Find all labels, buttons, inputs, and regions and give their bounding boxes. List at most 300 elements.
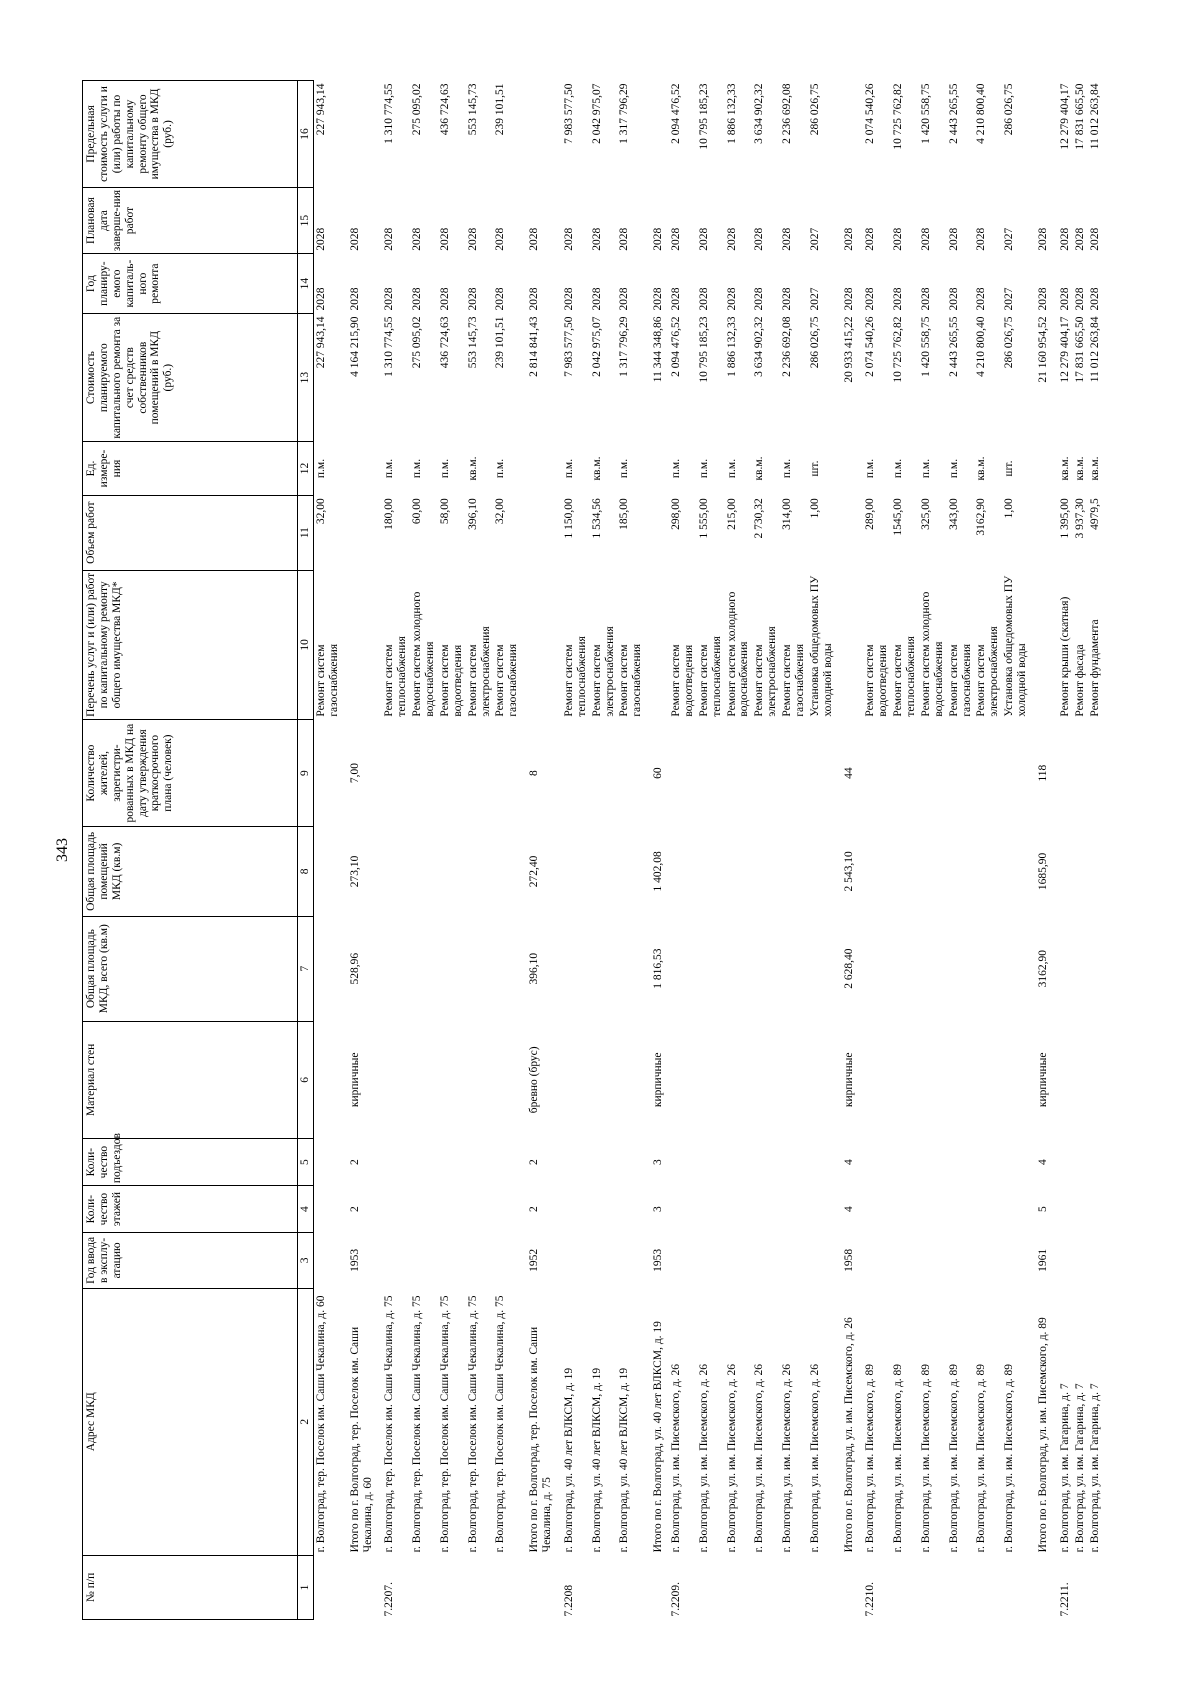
plan-year-cell: 2028	[383, 287, 396, 311]
residents-cell: 8	[528, 770, 541, 776]
year-built-cell	[780, 1233, 808, 1289]
cost-cell: 239 101,51	[494, 316, 507, 369]
plan-year-cell: 2028	[753, 287, 766, 311]
table-row	[1088, 81, 1103, 1620]
residents-cell	[891, 720, 919, 827]
table-row	[669, 81, 697, 1620]
premises-area-cell	[752, 827, 780, 917]
total-area-cell	[974, 916, 1002, 1021]
year-built-cell	[808, 1233, 836, 1289]
row-number	[947, 1555, 975, 1619]
wall-material-cell	[859, 1021, 891, 1139]
year-built-cell	[1002, 1233, 1030, 1289]
column-number: 5	[298, 1139, 314, 1186]
plan-year-cell: 2028	[618, 287, 631, 311]
wall-material-cell	[590, 1021, 618, 1139]
max-cost-cell: 11 012 263,84	[1088, 83, 1101, 150]
floors-cell	[808, 1186, 836, 1233]
total-area-cell	[808, 916, 836, 1021]
residents-cell: 7,00	[348, 763, 361, 784]
floors-cell	[1002, 1186, 1030, 1233]
unit-cell: п.м.	[618, 458, 631, 479]
residents-cell	[1054, 720, 1073, 827]
work-type-cell	[521, 570, 558, 720]
end-date-cell: 2028	[438, 227, 451, 251]
premises-area-cell	[438, 827, 466, 917]
floors-cell	[780, 1186, 808, 1233]
end-date-cell: 2028	[753, 227, 766, 251]
row-number	[836, 1555, 860, 1619]
column-number: 9	[298, 720, 314, 827]
max-cost-cell: 286 026,75	[808, 83, 821, 136]
header-row	[83, 81, 298, 1620]
total-area-cell	[438, 916, 466, 1021]
max-cost-cell	[521, 81, 558, 188]
unit-cell: п.м.	[781, 458, 793, 479]
premises-area-cell	[313, 827, 341, 917]
work-type-cell: Ремонт систем холодного водоснабжения	[725, 591, 751, 717]
max-cost-cell	[342, 81, 379, 188]
unit-cell	[836, 442, 860, 495]
residents-cell	[313, 720, 341, 827]
work-type-cell: Ремонт систем электроснабжения	[975, 626, 1001, 717]
residents-cell	[493, 720, 521, 827]
end-date-cell: 2028	[618, 227, 631, 251]
volume-cell: 32,00	[494, 498, 507, 525]
cost-cell: 436 724,63	[438, 316, 451, 369]
wall-material-cell	[1002, 1021, 1030, 1139]
year-built-cell	[1054, 1233, 1073, 1289]
entrances-cell	[1088, 1139, 1103, 1186]
residents-cell	[974, 720, 1002, 827]
address-cell: г. Волгоград, тер. Поселок им. Саши Чекалина, д. 75	[494, 1295, 507, 1553]
entrances-cell	[558, 1139, 590, 1186]
end-date-cell: 2028	[725, 227, 738, 251]
premises-area-cell	[974, 827, 1002, 917]
premises-area-cell	[1073, 827, 1088, 917]
work-type-cell: Ремонт систем водоотведения	[864, 644, 890, 717]
end-date-cell: 2027	[1003, 227, 1016, 251]
premises-area-cell	[617, 827, 645, 917]
work-type-cell: Ремонт систем газоснабжения	[494, 643, 520, 717]
end-date-cell: 2028	[1058, 227, 1071, 251]
row-number: 7.2211.	[1058, 1582, 1071, 1617]
wall-material-cell	[891, 1021, 919, 1139]
end-date-cell: 2028	[670, 227, 682, 251]
column-number: 14	[298, 254, 314, 314]
end-date-cell: 2028	[892, 227, 905, 251]
volume-cell: 325,00	[919, 498, 932, 530]
work-type-cell: Ремонт систем теплоснабжения	[383, 636, 409, 717]
work-type-cell: Ремонт крыши (скатная)	[1058, 596, 1071, 717]
max-cost-cell: 1 317 796,29	[618, 83, 631, 144]
plan-year-cell: 2028	[947, 287, 960, 311]
wall-material-cell	[1073, 1021, 1088, 1139]
total-row	[342, 81, 379, 1620]
row-number	[590, 1555, 618, 1619]
volume-cell: 215,00	[725, 498, 738, 530]
cost-cell: 1 420 558,75	[919, 316, 932, 377]
work-type-cell: Ремонт систем электроснабжения	[590, 626, 616, 717]
year-built-cell	[859, 1233, 891, 1289]
floors-cell	[410, 1186, 438, 1233]
floors-cell	[1073, 1186, 1088, 1233]
volume-cell	[521, 495, 558, 570]
premises-area-cell	[590, 827, 618, 917]
floors-cell	[919, 1186, 947, 1233]
entrances-cell	[378, 1139, 410, 1186]
plan-year-cell: 2028	[725, 287, 738, 311]
row-number	[725, 1555, 753, 1619]
max-cost-cell: 286 026,75	[1003, 83, 1016, 136]
end-date-cell: 2028	[314, 227, 327, 251]
year-built-cell: 1961	[1036, 1248, 1049, 1272]
total-row	[836, 81, 860, 1620]
plan-year-cell: 2028	[494, 287, 507, 311]
plan-year-cell: 2028	[1058, 287, 1071, 311]
total-area-cell	[859, 916, 891, 1021]
cost-cell: 1 310 774,55	[383, 316, 396, 377]
unit-cell: шт.	[808, 460, 821, 477]
entrances-cell	[725, 1139, 753, 1186]
plan-year-cell: 2028	[975, 287, 988, 311]
unit-cell: п.м.	[383, 458, 396, 479]
plan-year-cell: 2028	[781, 287, 793, 311]
max-cost-cell: 10 795 185,23	[697, 83, 710, 150]
column-number: 2	[298, 1288, 314, 1555]
column-number: 3	[298, 1233, 314, 1289]
premises-area-cell	[697, 827, 725, 917]
floors-cell	[438, 1186, 466, 1233]
floors-cell	[590, 1186, 618, 1233]
floors-cell: 4	[842, 1206, 855, 1212]
cost-cell: 7 983 577,50	[562, 316, 575, 377]
work-type-cell: Ремонт систем электроснабжения	[466, 626, 492, 717]
wall-material-cell	[947, 1021, 975, 1139]
premises-area-cell	[1088, 827, 1103, 917]
entrances-cell	[974, 1139, 1002, 1186]
volume-cell	[1030, 495, 1054, 570]
residents-cell	[590, 720, 618, 827]
entrances-cell	[590, 1139, 618, 1186]
wall-material-cell	[410, 1021, 438, 1139]
volume-cell: 180,00	[383, 498, 396, 530]
year-built-cell	[752, 1233, 780, 1289]
unit-cell	[342, 442, 379, 495]
premises-area-cell	[378, 827, 410, 917]
volume-cell: 3 937,30	[1073, 498, 1086, 539]
entrances-cell	[466, 1139, 494, 1186]
year-built-cell	[313, 1233, 341, 1289]
entrances-cell: 2	[528, 1159, 541, 1165]
work-type-cell: Ремонт систем теплоснабжения	[562, 636, 588, 717]
capital-repair-table	[82, 80, 1102, 1620]
max-cost-cell: 17 831 665,50	[1073, 83, 1086, 150]
table-row	[1002, 81, 1030, 1620]
cost-cell: 10 725 762,82	[892, 316, 905, 383]
address-cell: г. Волгоград, ул. 40 лет ВЛКСМ, д. 19	[562, 1367, 575, 1553]
row-number: 7.2209.	[670, 1582, 682, 1617]
work-type-cell	[1030, 570, 1054, 720]
address-cell: Итого по г. Волгоград, ул. им. Писемского, д. 26	[842, 1317, 855, 1553]
residents-cell	[410, 720, 438, 827]
row-number	[1073, 1555, 1088, 1619]
year-built-cell	[378, 1233, 410, 1289]
max-cost-cell: 2 094 476,52	[670, 83, 682, 144]
cost-cell: 2 443 265,55	[947, 316, 960, 377]
work-type-cell: Ремонт систем электроснабжения	[753, 626, 779, 717]
end-date-cell: 2028	[494, 227, 507, 251]
residents-cell	[947, 720, 975, 827]
unit-cell: п.м.	[892, 458, 905, 479]
entrances-cell	[697, 1139, 725, 1186]
header-cell: Коли-чество подъездов	[83, 1139, 298, 1186]
floors-cell	[752, 1186, 780, 1233]
volume-cell: 1,00	[808, 498, 821, 519]
total-area-cell	[1088, 916, 1103, 1021]
plan-year-cell: 2027	[808, 287, 821, 311]
year-built-cell	[1073, 1233, 1088, 1289]
premises-area-cell	[919, 827, 947, 917]
end-date-cell: 2028	[1036, 227, 1049, 251]
unit-cell: п.м.	[947, 458, 960, 479]
table-row	[313, 81, 341, 1620]
row-number	[697, 1555, 725, 1619]
work-type-cell: Установка общедомовых ПУ холодной воды	[1003, 575, 1028, 717]
entrances-cell: 2	[348, 1159, 361, 1165]
entrances-cell: 4	[1036, 1159, 1049, 1165]
unit-cell: кв.м.	[1073, 456, 1086, 481]
work-type-cell: Ремонт систем холодного водоснабжения	[919, 591, 945, 717]
residents-cell	[558, 720, 590, 827]
entrances-cell	[919, 1139, 947, 1186]
row-number	[808, 1555, 836, 1619]
volume-cell: 58,00	[438, 498, 451, 525]
max-cost-cell: 239 101,51	[494, 83, 507, 136]
max-cost-cell: 2 443 265,55	[947, 83, 960, 144]
table-row	[493, 81, 521, 1620]
header-cell: Перечень услуг и (или) работ по капитальному ремонту общего имущества МКД*	[83, 570, 298, 720]
column-number: 6	[298, 1021, 314, 1139]
year-built-cell	[697, 1233, 725, 1289]
total-area-cell: 396,10	[528, 952, 541, 985]
table-body	[313, 81, 1102, 1620]
row-number	[313, 1555, 341, 1619]
header-cell: № п/п	[83, 1555, 298, 1619]
floors-cell	[493, 1186, 521, 1233]
year-built-cell	[558, 1233, 590, 1289]
max-cost-cell: 227 943,14	[314, 83, 327, 136]
wall-material-cell	[697, 1021, 725, 1139]
address-cell: Итого по г. Волгоград, ул. 40 лет ВЛКСМ, д. 19	[652, 1321, 665, 1553]
floors-cell: 2	[348, 1206, 361, 1212]
end-date-cell: 2028	[383, 227, 396, 251]
row-number	[780, 1555, 808, 1619]
row-number	[493, 1555, 521, 1619]
premises-area-cell	[466, 827, 494, 917]
unit-cell	[645, 442, 669, 495]
plan-year-cell: 2028	[670, 287, 682, 311]
year-built-cell	[590, 1233, 618, 1289]
floors-cell	[947, 1186, 975, 1233]
address-cell: г. Волгоград, ул. им. Писемского, д. 26	[725, 1363, 738, 1553]
residents-cell	[697, 720, 725, 827]
address-cell: г. Волгоград, тер. Поселок им. Саши Чекалина, д. 75	[438, 1295, 451, 1553]
work-type-cell: Ремонт систем водоотведения	[438, 644, 464, 717]
address-cell: г. Волгоград, ул. 40 лет ВЛКСМ, д. 19	[590, 1367, 603, 1553]
column-number: 1	[298, 1555, 314, 1619]
cost-cell: 286 026,75	[808, 316, 821, 369]
work-type-cell: Ремонт систем газоснабжения	[314, 643, 340, 717]
max-cost-cell: 12 279 404,17	[1058, 83, 1071, 150]
plan-year-cell: 2028	[864, 287, 877, 311]
row-number	[1088, 1555, 1103, 1619]
column-number: 7	[298, 916, 314, 1021]
cost-cell: 17 831 665,50	[1073, 316, 1086, 383]
table-row	[725, 81, 753, 1620]
wall-material-cell	[313, 1021, 341, 1139]
premises-area-cell: 1685,90	[1036, 852, 1049, 891]
year-built-cell: 1953	[652, 1248, 665, 1272]
year-built-cell	[438, 1233, 466, 1289]
entrances-cell: 4	[842, 1159, 855, 1165]
entrances-cell	[313, 1139, 341, 1186]
total-area-cell	[313, 916, 341, 1021]
entrances-cell	[438, 1139, 466, 1186]
entrances-cell: 3	[652, 1159, 665, 1165]
header-cell: Материал стен	[83, 1021, 298, 1139]
plan-year-cell: 2028	[438, 287, 451, 311]
premises-area-cell	[891, 827, 919, 917]
table-row	[780, 81, 808, 1620]
row-number	[1002, 1555, 1030, 1619]
plan-year-cell: 2028	[528, 287, 541, 311]
work-type-cell: Ремонт систем водоотведения	[670, 644, 695, 717]
floors-cell: 2	[528, 1206, 541, 1212]
premises-area-cell: 272,40	[528, 855, 541, 888]
premises-area-cell	[725, 827, 753, 917]
total-area-cell	[558, 916, 590, 1021]
volume-cell	[342, 495, 379, 570]
wall-material-cell: кирпичные	[1036, 1052, 1049, 1108]
work-type-cell: Ремонт систем газоснабжения	[618, 643, 644, 717]
row-number: 7.2207.	[383, 1582, 396, 1617]
plan-year-cell: 2028	[919, 287, 932, 311]
plan-year-cell: 2027	[1003, 287, 1016, 311]
volume-cell: 3162,90	[975, 498, 988, 536]
work-type-cell	[836, 570, 860, 720]
table-row	[974, 81, 1002, 1620]
wall-material-cell	[669, 1021, 697, 1139]
total-row	[521, 81, 558, 1620]
end-date-cell: 2028	[1073, 227, 1086, 251]
entrances-cell	[808, 1139, 836, 1186]
wall-material-cell	[780, 1021, 808, 1139]
total-area-cell: 528,96	[348, 952, 361, 985]
address-cell: г. Волгоград, ул. им. Писемского, д. 89	[864, 1363, 877, 1553]
cost-cell: 1 886 132,33	[725, 316, 738, 377]
row-number	[891, 1555, 919, 1619]
volume-cell: 60,00	[411, 498, 424, 525]
wall-material-cell: кирпичные	[652, 1052, 665, 1108]
address-cell: г. Волгоград, ул. им. Писемского, д. 26	[781, 1363, 793, 1553]
work-type-cell: Ремонт систем газоснабжения	[947, 643, 973, 717]
floors-cell	[697, 1186, 725, 1233]
end-date-cell: 2028	[697, 227, 710, 251]
unit-cell: п.м.	[670, 458, 682, 479]
work-type-cell: Ремонт систем холодного водоснабжения	[411, 591, 436, 717]
end-date-cell: 2028	[947, 227, 960, 251]
column-number: 8	[298, 827, 314, 917]
header-cell: Ед. измере-ния	[83, 442, 298, 495]
table-row	[590, 81, 618, 1620]
unit-cell: п.м.	[562, 458, 575, 479]
volume-cell: 1 395,00	[1058, 498, 1071, 539]
year-built-cell	[493, 1233, 521, 1289]
premises-area-cell	[780, 827, 808, 917]
premises-area-cell	[947, 827, 975, 917]
unit-cell: п.м.	[864, 458, 877, 479]
wall-material-cell	[558, 1021, 590, 1139]
plan-year-cell: 2028	[411, 287, 424, 311]
entrances-cell	[669, 1139, 697, 1186]
residents-cell	[1002, 720, 1030, 827]
header-cell: Общая площадь помещений МКД (кв.м)	[83, 827, 298, 917]
work-type-cell	[342, 570, 379, 720]
premises-area-cell	[1002, 827, 1030, 917]
entrances-cell	[1073, 1139, 1088, 1186]
residents-cell	[617, 720, 645, 827]
header-cell: Предельная стоимость услуги и (или) работы по капитальному ремонту общего имущества в МКД (руб.)	[83, 81, 298, 188]
floors-cell	[669, 1186, 697, 1233]
header-cell: Общая площадь МКД, всего (кв.м)	[83, 916, 298, 1021]
address-cell: Итого по г. Волгоград, тер. Поселок им. Саши Чекалина, д. 60	[348, 1326, 374, 1553]
volume-cell: 314,00	[781, 498, 793, 530]
work-type-cell: Ремонт систем теплоснабжения	[697, 636, 723, 717]
unit-cell: п.м.	[438, 458, 451, 479]
table-row	[378, 81, 410, 1620]
cost-cell: 20 933 415,22	[842, 316, 855, 383]
end-date-cell: 2028	[411, 227, 424, 251]
end-date-cell: 2028	[348, 227, 361, 251]
header-cell: Год ввода в эксплу-атацию	[83, 1233, 298, 1289]
total-area-cell	[378, 916, 410, 1021]
wall-material-cell: кирпичные	[348, 1052, 361, 1108]
column-number: 16	[298, 81, 314, 188]
row-number	[645, 1555, 669, 1619]
address-cell: г. Волгоград, ул. им. Писемского, д. 89	[975, 1363, 988, 1553]
max-cost-cell	[1030, 81, 1054, 188]
plan-year-cell: 2028	[348, 287, 361, 311]
floors-cell	[617, 1186, 645, 1233]
cost-cell: 10 795 185,23	[697, 316, 710, 383]
total-area-cell	[493, 916, 521, 1021]
volume-cell: 396,10	[466, 498, 479, 530]
cost-cell: 2 094 476,52	[670, 316, 682, 377]
cost-cell: 553 145,73	[466, 316, 479, 369]
cost-cell: 12 279 404,17	[1058, 316, 1071, 383]
volume-cell: 1,00	[1003, 498, 1016, 519]
floors-cell	[974, 1186, 1002, 1233]
column-number-row	[298, 81, 314, 1620]
year-built-cell	[466, 1233, 494, 1289]
year-built-cell	[891, 1233, 919, 1289]
entrances-cell	[1054, 1139, 1073, 1186]
address-cell: г. Волгоград, тер. Поселок им. Саши Чекалина, д. 75	[411, 1295, 424, 1553]
plan-year-cell: 2028	[1088, 287, 1101, 311]
cost-cell: 2 074 540,26	[864, 316, 877, 377]
address-cell: г. Волгоград, ул. им. Писемского, д. 26	[670, 1363, 682, 1553]
